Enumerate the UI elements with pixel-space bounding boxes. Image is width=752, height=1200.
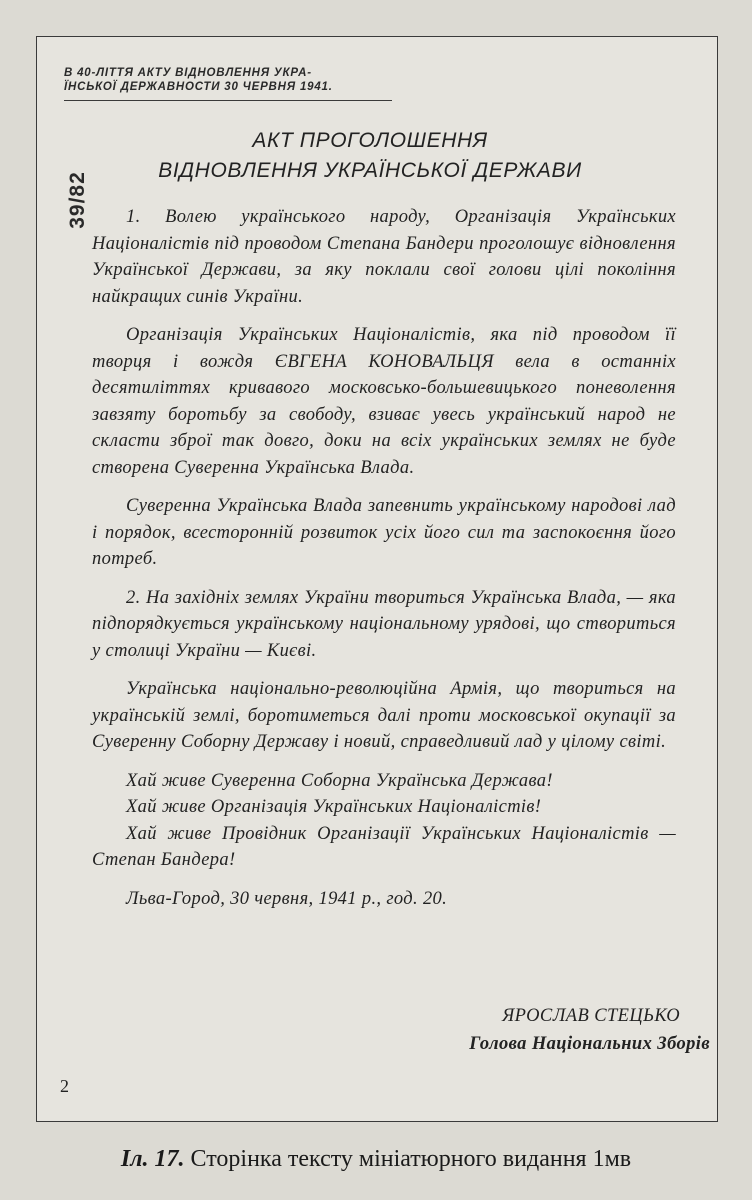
document-title	[120, 126, 620, 186]
page-header	[64, 66, 333, 94]
slogan-2: Хай живе Організація Українських Націоналістів!	[126, 797, 542, 817]
paragraph-2: Організація Українських Націоналістів, яка під проводом її творця і вождя ЄВГЕНА КОНОВАЛЬЦЯ вела в останніх десятиліттях кривавого московсько-большевицького поневолення завзяту боротьбу за свободу, взиває увесь український народ не скласти зброї так довго, доки на всіх українських землях не буде створена Суверенна Українська Влада.	[92, 325, 676, 478]
paragraph-1: 1. Волею українського народу, Організація Українських Націоналістів під проводом Степана Бандери проголошує відновлення Української Держави, за яку поклали свої голови цілі покоління найкращих синів України.	[92, 207, 676, 307]
header-line-1: В 40-ЛІТТЯ АКТУ ВІДНОВЛЕННЯ УКРА-	[64, 67, 312, 79]
paragraph-5: Українська національно-революційна Армія, що твориться на українській землі, боротиметься далі проти московської окупації за Суверенну Соборну Державу і новий, справедливий лад у цілому світі.	[92, 679, 676, 752]
signature-block	[469, 1002, 710, 1058]
page-number: 2	[60, 1076, 69, 1096]
figure-caption	[0, 1146, 752, 1173]
slogan-3: Хай живе Провідник Організації Українських Націоналістів — Степан Бандера!	[92, 823, 676, 870]
title-line-2: ВІДНОВЛЕННЯ УКРАЇНСЬКОЇ ДЕРЖАВИ	[158, 159, 582, 182]
caption-label: Іл. 17.	[120, 1146, 185, 1172]
slogan-1: Хай живе Суверенна Соборна Українська Держава!	[126, 770, 553, 791]
archive-number-text: 39/82	[66, 171, 89, 229]
paragraph-3: Суверенна Українська Влада запевнить українському народові лад і порядок, всесторонній розвиток усіх його сил та заспокоєння його потреб.	[92, 496, 676, 569]
header-rule	[64, 100, 392, 101]
document-body	[92, 204, 676, 924]
paragraph-4: 2. На західніх землях України твориться Українська Влада, — яка підпорядкується українському національному урядові, що створиться у столиці України — Києві.	[92, 587, 676, 661]
place-date: Льва-Город, 30 червня, 1941 р., год. 20.	[126, 888, 448, 909]
slogans-block	[92, 768, 676, 874]
signature-role: Голова Національних Зборів	[469, 1034, 710, 1054]
signature-name: ЯРОСЛАВ СТЕЦЬКО	[502, 1006, 680, 1026]
title-line-1: АКТ ПРОГОЛОШЕННЯ	[252, 129, 488, 152]
header-line-2: ЇНСЬКОЇ ДЕРЖАВНОСТИ 30 ЧЕРВНЯ 1941.	[64, 81, 333, 93]
caption-text: Сторінка тексту мініатюрного видання 1мв	[184, 1146, 632, 1172]
